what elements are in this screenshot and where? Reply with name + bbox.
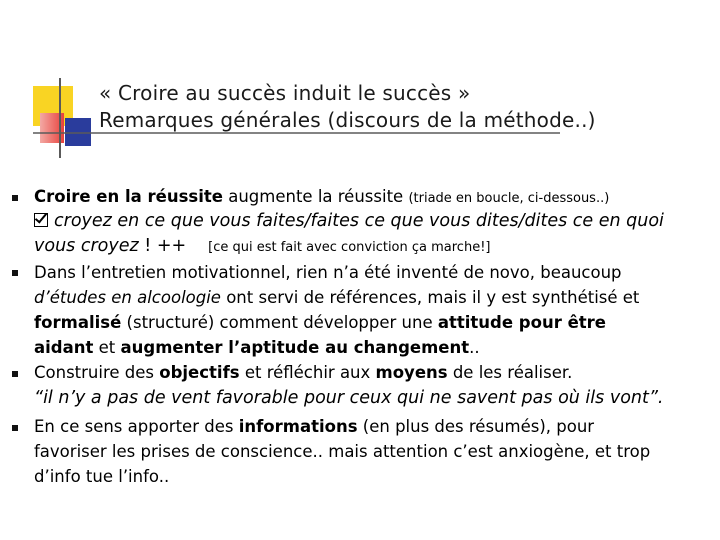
bullet-1-rest: augmente la réussite <box>222 187 409 206</box>
bullet-3-line-1 <box>34 360 572 385</box>
bullet-4-line-1 <box>34 414 594 439</box>
bullet-1-small: (triade en boucle, ci-dessous..) <box>408 191 610 206</box>
bullet-2-italic: d’études en alcoologie <box>34 288 221 307</box>
bullet-3-bold-objectifs: objectifs <box>159 363 240 382</box>
bullet-marker-4 <box>12 425 18 431</box>
deco-blue-square <box>65 118 91 146</box>
bullet-1-bold: Croire en la réussite <box>34 187 223 206</box>
bullet-2-line-2-rest: ont servi de références, mais il y est synthétisé et <box>220 288 640 307</box>
bullet-4-end: (en plus des résumés), pour <box>357 417 595 436</box>
bullet-2-line-3-rest: (structuré) comment développer une <box>121 313 438 332</box>
bullet-1-line <box>34 184 609 211</box>
check-text-2-italic: vous croyez <box>34 236 139 256</box>
check-text-2-rest: ! ++ <box>138 236 187 256</box>
slide-title <box>99 80 699 134</box>
bullet-2-bold-aptitude: augmenter l’aptitude au changement <box>120 338 470 357</box>
title-line-2: Remarques générales (discours de la méthode..) <box>99 108 596 132</box>
bullet-3-end: de les réaliser. <box>447 363 573 382</box>
bullet-4-a: En ce sens apporter des <box>34 417 239 436</box>
bullet-3-bold-moyens: moyens <box>375 363 448 382</box>
bullet-2-bold-formalise: formalisé <box>34 313 122 332</box>
check-line-1 <box>34 209 664 234</box>
check-text-1: croyez en ce que vous faites/faites ce que vous dites/dites ce en quoi <box>54 211 664 231</box>
bullet-marker-3 <box>12 371 18 377</box>
checkbox-icon <box>34 213 48 227</box>
bullet-3-quote: “il n’y a pas de vent favorable pour ceux qui ne savent pas où ils vont”. <box>34 388 664 408</box>
bullet-4-line-2: favoriser les prises de conscience.. mais attention c’est anxiogène, et trop <box>34 442 651 461</box>
check-text-2-small: [ce qui est fait avec conviction ça marche!] <box>208 240 491 255</box>
bullet-2-line-2 <box>34 285 639 310</box>
bullet-marker-1 <box>12 195 18 201</box>
bullet-3-a: Construire des <box>34 363 160 382</box>
bullet-2-line-4-mid: et <box>93 338 121 357</box>
bullet-2-line-3 <box>34 310 606 335</box>
bullet-2-line-1: Dans l’entretien motivationnel, rien n’a été inventé de novo, beaucoup <box>34 263 622 282</box>
title-line-1: « Croire au succès induit le succès » <box>99 81 471 105</box>
check-line-2 <box>34 234 490 260</box>
bullet-2-line-4-end: .. <box>469 338 480 357</box>
bullet-2-bold-aidant: aidant <box>34 338 94 357</box>
bullet-3-mid: et réfléchir aux <box>239 363 376 382</box>
bullet-2-bold-attitude: attitude pour être <box>437 313 606 332</box>
bullet-4-line-3: d’info tue l’info.. <box>34 467 170 486</box>
bullet-4-bold-informations: informations <box>238 417 358 436</box>
bullet-2-line-4 <box>34 335 480 360</box>
bullet-marker-2 <box>12 270 18 276</box>
